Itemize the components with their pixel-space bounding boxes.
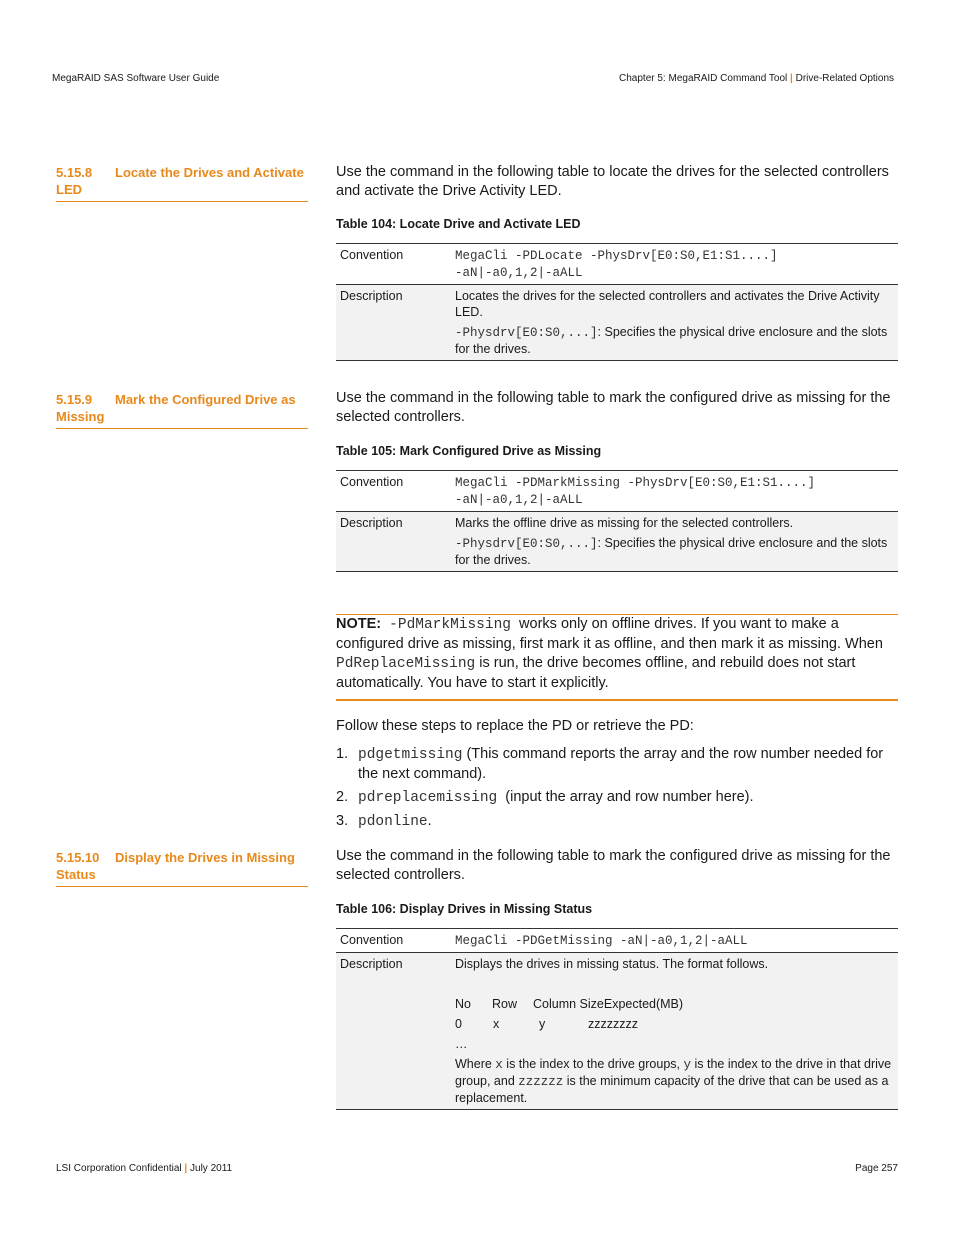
footer-separator: | (184, 1163, 188, 1174)
row-key: Convention (336, 471, 451, 512)
step-code: pdonline (358, 814, 428, 830)
format-value-row: x (493, 1017, 500, 1031)
description-text: Marks the offline drive as missing for the selected controllers. (455, 516, 794, 530)
step-text: (input the array and row number here). (501, 789, 754, 805)
table-row-convention (336, 471, 898, 512)
section-number: 5.15.10 (56, 850, 100, 865)
section-title-line2: Missing (56, 409, 105, 424)
parameter-code: -Physdrv[E0:S0,...] (455, 537, 598, 551)
step-code: pdgetmissing (358, 747, 463, 763)
command-line2: -aN|-a0,1,2|-aALL (455, 266, 583, 280)
where-text-2: is the index to the drive groups, (502, 1057, 684, 1071)
header-section-text: Drive-Related Options (795, 73, 894, 84)
format-header-row (455, 996, 894, 1016)
footer-page-number: Page 257 (855, 1163, 898, 1174)
row-key: Description (336, 512, 451, 572)
description-text: Locates the drives for the selected controllers and activates the Drive Activity LED. (455, 289, 880, 319)
row-key: Convention (336, 244, 451, 285)
section-intro: Use the command in the following table to mark the configured drive as missing for the selected controllers. (336, 848, 891, 883)
section-heading-5-15-9 (56, 391, 308, 429)
table-106 (336, 928, 898, 1110)
command-line2: -aN|-a0,1,2|-aALL (455, 493, 583, 507)
command-line1: MegaCli -PDMarkMissing -PhysDrv[E0:S0,E1:S1....] (455, 476, 816, 490)
header-chapter (619, 73, 894, 84)
section-title-line1: Locate the Drives and Activate (115, 165, 304, 180)
table-row-convention (336, 244, 898, 285)
step-text: (This command reports the array and the row number needed for the next command). (358, 746, 884, 782)
section-heading-5-15-10 (56, 849, 308, 887)
note-label: NOTE: (336, 616, 382, 632)
table-104 (336, 243, 898, 361)
format-header-column: Column SizeExpected(MB) (533, 997, 684, 1011)
where-text-1: Where (455, 1057, 496, 1071)
list-item (336, 745, 898, 784)
section-title-line2: LED (56, 182, 82, 197)
section-number: 5.15.8 (56, 165, 93, 180)
table-row-description (336, 953, 898, 1110)
section-heading-5-15-8 (56, 164, 308, 202)
format-value-column: y (539, 1017, 546, 1031)
row-key: Description (336, 285, 451, 361)
format-explanation (455, 1056, 894, 1106)
step-number: 1. (336, 746, 349, 762)
table-caption: Table 105: Mark Configured Drive as Missing (336, 444, 602, 458)
where-code-x: x (495, 1058, 503, 1072)
note-text-1: works only on offline drives. If you want to make a configured drive as missing, first mark it as offline, and then mark it as missing. When (336, 616, 883, 652)
format-value-row (455, 1016, 894, 1036)
table-caption: Table 104: Locate Drive and Activate LED (336, 217, 581, 231)
section-intro: Use the command in the following table to locate the drives for the selected controllers and activate the Drive Activity LED. (336, 164, 889, 199)
step-number: 3. (336, 813, 349, 829)
format-value-size: zzzzzzzz (588, 1017, 638, 1031)
format-header-no: No (455, 997, 471, 1011)
row-value (451, 471, 898, 512)
header-separator: | (790, 73, 793, 84)
row-value (451, 929, 898, 953)
header-doc-title: MegaRAID SAS Software User Guide (52, 73, 220, 84)
table-row-description (336, 512, 898, 572)
header-chapter-text: Chapter 5: MegaRAID Command Tool (619, 73, 788, 84)
row-key: Description (336, 953, 451, 1110)
section-title-line2: Status (56, 867, 96, 882)
command-line1: MegaCli -PDLocate -PhysDrv[E0:S0,E1:S1....] (455, 249, 778, 263)
step-code: pdreplacemissing (358, 790, 498, 806)
note-code-1: -PdMarkMissing (389, 617, 511, 633)
where-code-z: zzzzzz (518, 1075, 564, 1089)
steps-intro: Follow these steps to replace the PD or retrieve the PD: (336, 718, 694, 734)
parameter-text (455, 535, 894, 568)
table-105 (336, 470, 898, 572)
row-key: Convention (336, 929, 451, 953)
note-text (336, 615, 898, 693)
step-text: . (427, 813, 432, 829)
where-text-4: is the minimum capacity of the drive that can be used as a replacement. (455, 1074, 889, 1105)
description-text: Displays the drives in missing status. The format follows. (455, 957, 769, 971)
table-row-description (336, 285, 898, 361)
format-value-no: 0 (455, 1017, 462, 1031)
note-text-2: is run, the drive becomes offline, and rebuild does not start automatically. You have to start it explicitly. (336, 655, 856, 691)
step-number: 2. (336, 789, 349, 805)
table-caption: Table 106: Display Drives in Missing Status (336, 902, 593, 916)
row-value (451, 244, 898, 285)
where-code-y: y (683, 1058, 691, 1072)
parameter-code: -Physdrv[E0:S0,...] (455, 326, 598, 340)
parameter-text (455, 324, 894, 357)
note-box (336, 614, 898, 701)
row-value (451, 285, 898, 361)
row-value (451, 953, 898, 1110)
list-item (336, 788, 898, 808)
section-title-line1: Display the Drives in Missing (115, 850, 295, 865)
command-line1: MegaCli -PDGetMissing -aN|-a0,1,2|-aALL (455, 934, 748, 948)
row-value (451, 512, 898, 572)
footer-confidential: LSI Corporation Confidential (56, 1163, 182, 1174)
section-intro: Use the command in the following table to mark the configured drive as missing for the selected controllers. (336, 390, 891, 425)
where-text-3: is the index to the drive in that drive group, and (455, 1057, 892, 1088)
format-header-row-label: Row (492, 997, 518, 1011)
note-code-2: PdReplaceMissing (336, 656, 476, 672)
steps-block (336, 717, 898, 836)
section-number: 5.15.9 (56, 392, 93, 407)
section-title-line1: Mark the Configured Drive as (115, 392, 296, 407)
parameter-desc: : Specifies the physical drive enclosure and the slots for the drives. (455, 536, 888, 567)
list-item (336, 812, 898, 832)
footer-left (56, 1163, 232, 1174)
footer-date: July 2011 (190, 1163, 233, 1174)
format-ellipsis: … (455, 1037, 468, 1051)
table-row-convention (336, 929, 898, 953)
parameter-desc: : Specifies the physical drive enclosure and the slots for the drives. (455, 325, 888, 356)
